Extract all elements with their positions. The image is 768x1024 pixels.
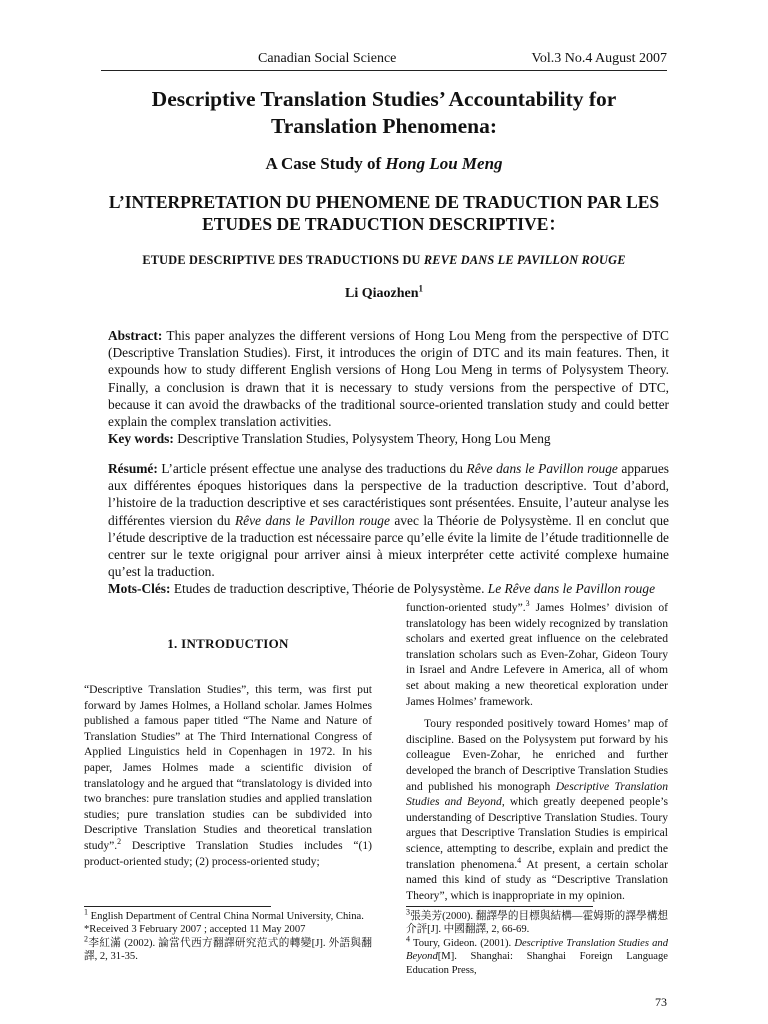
mots-cles-label: Mots-Clés:: [108, 581, 171, 597]
abstract-paragraph: [108, 327, 669, 430]
left-column: [84, 682, 372, 869]
footnote-4-text: Toury, Gideon. (2001).: [410, 937, 515, 949]
abstract-label: Abstract:: [108, 328, 163, 343]
subtitle-italic: Hong Lou Meng: [385, 154, 503, 173]
right-text-2-tail: At present, a certain scholar named this kind of study as “Descriptive Translation Theory”, which is inappropriate in my opinion.: [406, 857, 668, 902]
mots-cles-italic: Le Rêve dans le Pavillon rouge: [487, 581, 656, 597]
intro-text: “Descriptive Translation Studies”, this term, was first put forward by James Holmes, a Holland scholar. James Holmes published a famous paper titled “The Name and Nature of Translation Studies” at The Third International Congress of Applied Linguistics held in Copenhagen in 1972. In his paper, James Holmes made a scientific division of translatology and he argued that “translatology is divided into two branches: pure translation studies and applied translation studies; pure translation studies can be subdivided into Descriptive Translation Studies and theoretical translation study”.: [84, 683, 372, 852]
footnote-mark-3: 3: [525, 599, 530, 609]
resume-text-3: avec la Théorie de Polysystème. Il en conclut que l’étude descriptive de la traduction est nécessaire parce qu’elle évite la limite de l’étude traditionnelle de centrer sur le texte origignal pour arriver ainsi à mieux interpréter cette activité complexe humaine qu’est la traduction.: [108, 512, 669, 580]
page-number: 73: [655, 995, 667, 1009]
footnote-2-mark: 2: [84, 934, 88, 944]
intro-text-tail: Descriptive Translation Studies includes “(1) product-oriented study; (2) process-oriented study;: [84, 838, 372, 868]
footnote-2: [84, 934, 372, 964]
fr-title-line-2: ETUDES DE TRADUCTION DESCRIPTIVE：: [202, 214, 566, 234]
footnote-2-text: 李紅滿 (2002). 論當代西方翻譯研究范式的轉變[J]. 外語與翻譯, 2, 31-35.: [84, 937, 372, 963]
footnote-1-text: English Department of Central China Normal University, China.: [88, 911, 364, 922]
journal-name: Canadian Social Science: [258, 51, 397, 66]
header-rule: [101, 70, 667, 71]
received-note: *Received 3 February 2007 ; accepted 11 May 2007: [84, 924, 306, 936]
right-text-1: function-oriented study”.: [406, 601, 526, 614]
right-text-2b: , which greatly deepened people’s understanding of Descriptive Translation Studies. Toury argues that Descriptive Translation Studies is empirical science, attempting to describe, explain and predict the translation phenomena.: [406, 795, 668, 871]
footnotes-left: [84, 907, 372, 964]
footnote-4-text-b: [M]. Shanghai: Shanghai Foreign Language Education Press,: [406, 951, 668, 976]
footnote-mark-2: 2: [117, 837, 122, 847]
right-column: [406, 600, 668, 903]
resume-label: Résumé:: [108, 461, 158, 476]
keywords-text: Descriptive Translation Studies, Polysystem Theory, Hong Lou Meng: [173, 431, 551, 447]
mots-cles-text: Etudes de traduction descriptive, Théorie de Polysystème.: [170, 581, 488, 597]
resume-italic-1: Rêve dans le Pavillon rouge: [466, 461, 618, 476]
french-title: [80, 191, 688, 235]
title-line-2: Translation Phenomena:: [271, 114, 497, 138]
footnote-3: [406, 907, 668, 937]
fr-subtitle-italic: REVE DANS LE PAVILLON ROUGE: [423, 253, 626, 267]
author: [80, 283, 688, 302]
footnote-mark-4: 4: [517, 855, 522, 865]
resume-text-2: apparues aux différentes époques historiques dans la perspective de la traduction descriptive. Tout d’abord, l’histoire de la traduction descriptive et ses caractéristiques sont présentées. Ensuite, l’auteur analyse les différentes viersion du: [108, 461, 669, 528]
resume-paragraph: [108, 460, 669, 580]
paper-title: [80, 86, 688, 140]
keywords-paragraph: [108, 430, 669, 447]
resume-block: [108, 460, 669, 598]
resume-italic-2: Rêve dans le Pavillon rouge: [234, 512, 390, 528]
fr-subtitle-prefix: ETUDE DESCRIPTIVE DES TRADUCTIONS DU: [142, 253, 424, 267]
footnote-3-mark: 3: [406, 907, 410, 917]
right-italic-2: Descriptive Translation Studies and Beyond: [406, 779, 668, 809]
french-subtitle: [80, 253, 688, 268]
footnote-4-mark: 4: [406, 934, 410, 944]
author-footnote-mark: 1: [418, 283, 423, 294]
title-line-1: Descriptive Translation Studies’ Accountability for: [151, 87, 617, 111]
right-paragraph-2: [406, 716, 668, 903]
fr-title-line-1: L’INTERPRETATION DU PHENOMENE DE TRADUCTION PAR LES: [108, 192, 660, 212]
footnotes-right: [406, 907, 668, 977]
footnote-rule-left: [84, 906, 271, 907]
author-name: Li Qiaozhen: [344, 286, 419, 301]
subtitle-prefix: A Case Study of: [265, 154, 386, 173]
abstract-block: [108, 327, 669, 447]
footnote-rule-right: [406, 906, 593, 907]
section-heading: 1. INTRODUCTION: [167, 636, 289, 651]
right-text-1-tail: James Holmes’ division of translatology has been widely recognized by translation scholars and exerted great influence on the celebrated translation scholars such as Even-Zohar, Gideon Toury in Israel and Andre Lefevere in America, all of whom set about making a new theoretical exploration under James Holmes’ framework.: [406, 601, 668, 708]
volume-info: Vol.3 No.4 August 2007: [531, 51, 667, 66]
mots-cles-paragraph: [108, 580, 669, 597]
keywords-label: Key words:: [108, 431, 174, 447]
footnote-4-italic: Descriptive Translation Studies and Beyond: [406, 937, 668, 963]
footnote-4: [406, 934, 668, 977]
footnote-3-text: 張美芳(2000). 翻譯學的目標與結構—霍姆斯的譯學構想介評[J]. 中國翻譯, 2, 66-69.: [406, 911, 668, 936]
intro-paragraph-1: [84, 682, 372, 869]
resume-text-1: L’article présent effectue une analyse des traductions du: [157, 461, 467, 476]
paper-subtitle: [80, 154, 688, 174]
right-paragraph-1: [406, 600, 668, 709]
abstract-text: This paper analyzes the different versions of Hong Lou Meng from the perspective of DTC (Descriptive Translation Studies). First, it introduces the origin of DTC and its main features. Then, it expounds how to study different English versions of Hong Lou Meng in terms of Polysystem Theory. Finally, a conclusion is drawn that it is necessary to study versions from the perspective of DTC, because it can avoid the drawbacks of the traditional source-oriented translation study and could better explain the complex translation activities.: [108, 328, 669, 430]
right-text-2: Toury responded positively toward Homes’ map of discipline. Based on the Polysystem put forward by his colleague Even-Zohar, he enriched and further developed the branch of Descriptive Translation Studies and published his monograph: [406, 717, 668, 793]
footnote-1: [84, 907, 372, 923]
footnote-1-mark: 1: [84, 907, 88, 917]
